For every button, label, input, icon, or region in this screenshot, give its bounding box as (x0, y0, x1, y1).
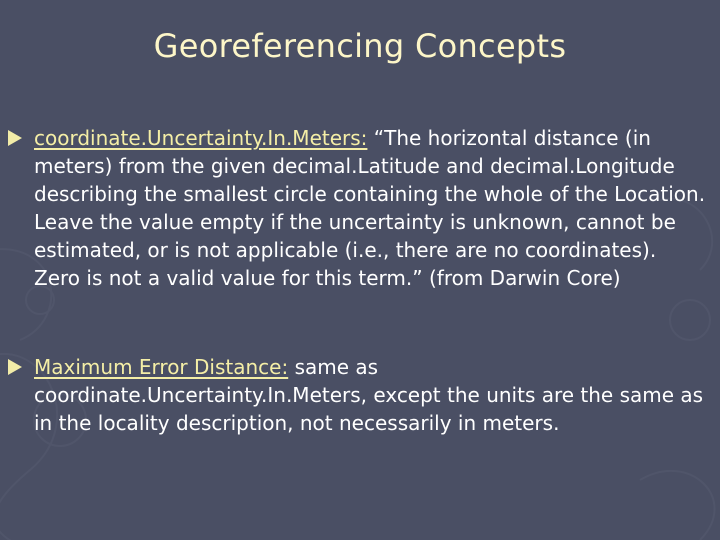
slide-title: Georeferencing Concepts (153, 27, 567, 65)
triangle-bullet-icon (8, 359, 22, 375)
term-link-coordinate-uncertainty[interactable]: coordinate.Uncertainty.In.Meters: (34, 126, 368, 150)
bullet-definition: same as coordinate.Uncertainty.In.Meters, except the units are the same as in the locality description, not necessarily in meters. (34, 355, 704, 435)
triangle-bullet-icon (8, 130, 22, 146)
bullet-text-block (34, 124, 708, 292)
bullet-coordinate-uncertainty (8, 124, 708, 292)
bullet-maximum-error-distance (8, 353, 708, 437)
bullet-definition: “The horizontal distance (in meters) from the given decimal.Latitude and decimal.Longitude describing the smallest circle containing the whole of the Location. Leave the value empty if the uncertainty is unknown, cannot be estimated, or is not applicable (i.e., there are no coordinates). Zero is not a valid value for this term.” (from Darwin Core) (34, 126, 706, 290)
bullet-text-block (34, 353, 708, 437)
term-link-maximum-error-distance[interactable]: Maximum Error Distance: (34, 355, 289, 379)
